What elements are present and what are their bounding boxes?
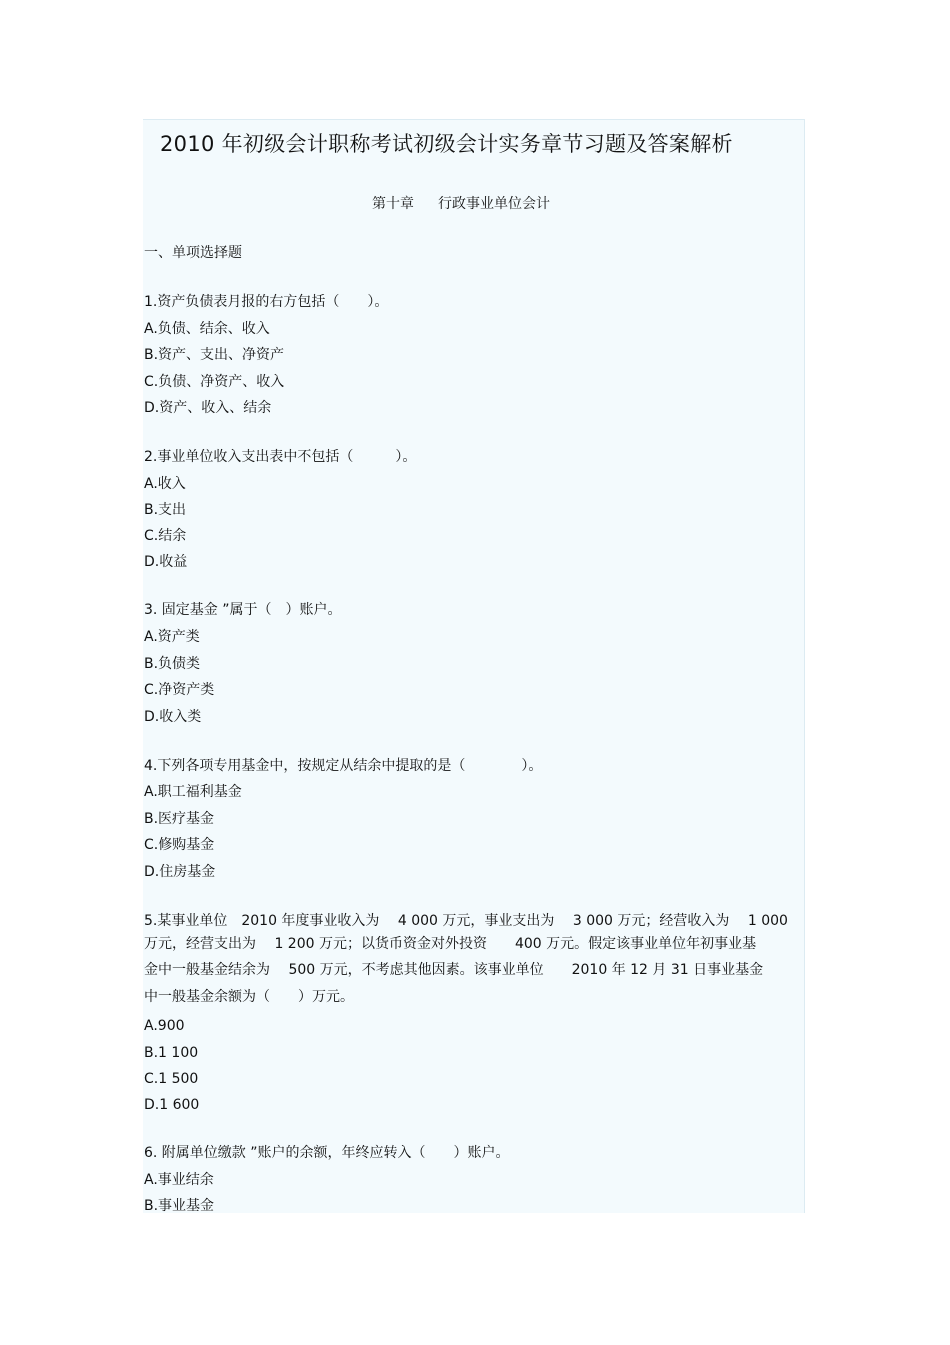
- question-4-option-a: A.职工福利基金: [144, 784, 242, 800]
- question-5-stem-line-1: 5.某事业单位 2010 年度事业收入为 4 000 万元，事业支出为 3 000 万元；经营收入为 1 000: [144, 913, 788, 929]
- question-4-option-b: B.医疗基金: [144, 811, 215, 827]
- question-2-stem: 2.事业单位收入支出表中不包括（ ）。: [144, 449, 417, 465]
- question-3-option-b: B.负债类: [144, 656, 201, 672]
- question-3-option-d: D.收入类: [144, 709, 202, 725]
- question-3-stem: 3. 固定基金 ”属于（ ）账户。: [144, 602, 342, 618]
- question-4-option-c: C.修购基金: [144, 837, 215, 853]
- question-1-option-b: B.资产、支出、净资产: [144, 347, 285, 363]
- document-title: 2010 年初级会计职称考试初级会计实务章节习题及答案解析: [160, 132, 733, 156]
- question-2-option-b: B.支出: [144, 502, 187, 518]
- question-6-option-b: B.事业基金: [144, 1198, 215, 1214]
- question-5-stem-line-2: 万元，经营支出为 1 200 万元；以货币资金对外投资 400 万元。假定该事业单位年初事业基: [144, 936, 757, 952]
- question-5-option-c: C.1 500: [144, 1071, 199, 1087]
- question-2-option-a: A.收入: [144, 476, 186, 492]
- question-6-stem: 6. 附属单位缴款 ”账户的余额，年终应转入（ ）账户。: [144, 1145, 510, 1161]
- question-6-option-a: A.事业结余: [144, 1172, 214, 1188]
- content-panel: [143, 119, 805, 1213]
- question-4-stem: 4.下列各项专用基金中，按规定从结余中提取的是（ ）。: [144, 758, 543, 774]
- question-1-option-c: C.负债、净资产、收入: [144, 374, 285, 390]
- question-3-option-a: A.资产类: [144, 629, 200, 645]
- question-5-option-d: D.1 600: [144, 1097, 200, 1113]
- question-2-option-c: C.结余: [144, 528, 187, 544]
- chapter-heading: [372, 193, 550, 215]
- chapter-number: 第十章: [372, 196, 414, 212]
- question-5-stem-line-4: 中一般基金余额为（ ）万元。: [144, 989, 354, 1005]
- section-heading: 一、单项选择题: [144, 245, 242, 261]
- question-3-option-c: C.净资产类: [144, 682, 215, 698]
- chapter-name: 行政事业单位会计: [438, 196, 550, 212]
- question-5-option-b: B.1 100: [144, 1045, 199, 1061]
- question-5-option-a: A.900: [144, 1018, 185, 1034]
- question-1-option-d: D.资产、收入、结余: [144, 400, 272, 416]
- question-1-stem: 1.资产负债表月报的右方包括（ ）。: [144, 294, 389, 310]
- question-1-option-a: A.负债、结余、收入: [144, 321, 270, 337]
- question-5-stem-line-3: 金中一般基金结余为 500 万元，不考虑其他因素。该事业单位 2010 年 12 月 31 日事业基金: [144, 962, 764, 978]
- question-2-option-d: D.收益: [144, 554, 188, 570]
- question-4-option-d: D.住房基金: [144, 864, 216, 880]
